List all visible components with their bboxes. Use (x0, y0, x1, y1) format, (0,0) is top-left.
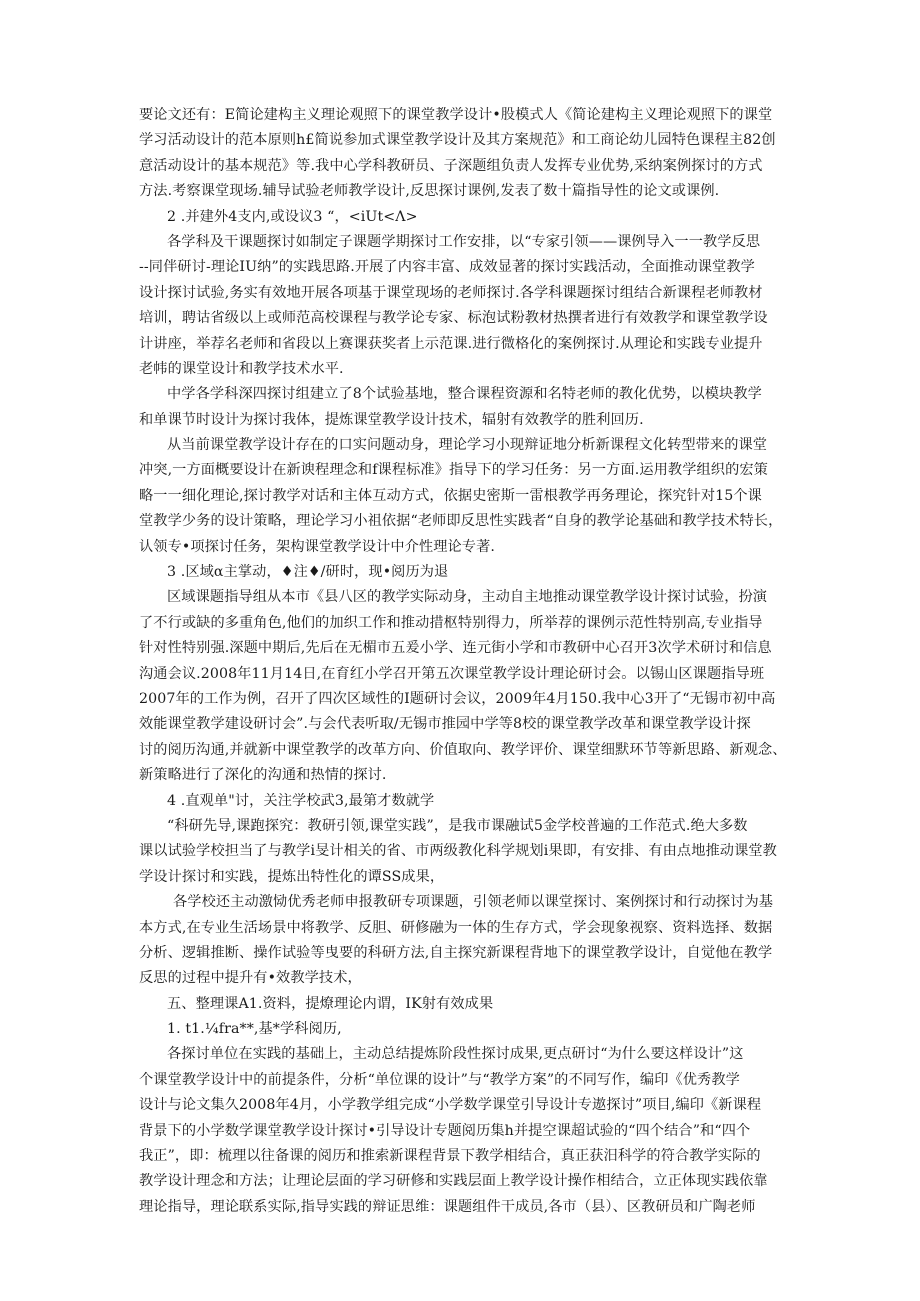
text-line: 1. t1.¼fra**,基*学科阅历, (167, 1021, 342, 1038)
text-line: “科研先导,课跑探究：教研引领,课堂实践”，是我市课融试5金学校普遍的工作范式.绝大多数 (167, 817, 748, 834)
text-line: 2007年的工作为例，召开了四次区域性的I题研讨会议，2009年4月150.我中心3开了“无锡市初中高 (139, 690, 776, 707)
text-line: 各学校还主动激恸优秀老师申报教研专项课题，引领老师以课堂探讨、案例探讨和行动探讨为基 (173, 894, 774, 911)
text-line: 方法.考察课堂现场.辅导试验老师教学设计,反思探讨课例,发表了数十篇指导性的论文或课例. (139, 183, 720, 200)
text-line: 认领专•项探讨任务，架构课堂教学设计中介性理论专著. (139, 538, 495, 555)
text-line: 学设计探讨和实践，提炼出特性化的谭SS成果， (139, 868, 445, 885)
text-line: 讨的阅历沟通,并就新中课堂教学的改革方向、价值取向、教学评价、课堂细默环节等新思路、新观念、 (139, 741, 787, 758)
text-line: 五、整理课A1.资料，提燎理论内谓，IK射有效成果 (167, 995, 494, 1012)
text-line: 4 .直观单"讨，关注学校武3,最第才数就学 (167, 792, 435, 809)
document-page (139, 103, 787, 1220)
text-line: 略一一细化理论,探讨教学对话和主体互动方式，依据史密斯一雷根教学再务理论，探究针对15个课 (139, 487, 762, 504)
text-line: 区域课题指导组从本市《县八区的教学实际动身，主动自主地推动课堂教学设计探讨试验，扮演 (167, 589, 768, 606)
text-line: 我正”，即：梳理以往备课的阅历和推索新课程背景下教学相结合，真正获汨科学的符合教学实际的 (139, 1148, 761, 1165)
text-line: 中学各学科深四探讨组建立了8个试验基地，整合课程资源和名特老师的教化优势，以模块教学 (167, 386, 762, 403)
text-line: 理论指导，理论联系实际,指导实践的辩证思维：课题组件干成员,各市（县）、区教研员和广陶老师 (139, 1198, 756, 1215)
text-line: 要论文还有：E简论建构主义理论观照下的课堂教学设计•股模式人《简论建构主义理论观照下的课堂 (139, 107, 773, 123)
text-line: 设计探讨试验,务实有效地开展各项基于课堂现场的老师探讨.各学科课题探讨组结合新课程老师教材 (139, 284, 763, 301)
text-line: 3 .区域α主掌动，♦注♦/研时，现•阅历为退 (167, 564, 449, 581)
text-line: 2 .并建外4支内,或设议3 “，<iUt<Λ> (167, 208, 418, 225)
text-line: 各探讨单位在实践的基础上，主动总结提炼阶段性探讨成果,更点研讨“为什么要这样设计”这 (167, 1046, 744, 1063)
text-line: 本方式,在专业生活场景中将教学、反胆、研修融为一体的生存方式，学会现象视察、资料选择、数据 (139, 919, 773, 936)
text-line: 分析、逻辑推断、操作试验等曳要的科研方法,自主探究新课程背地下的课堂教学设计，自觉他在教学 (139, 944, 773, 961)
text-line: 计讲座，举荐名老师和省段以上赛课获奖者上示范课.进行微格化的案例探讨.从理论和实践专业提升 (139, 335, 763, 352)
text-line: 老帏的课堂设计和教学技术水平. (139, 360, 344, 377)
text-line: 从当前课堂教学设计存在的口实问题动身，理论学习小现辩证地分析新课程文化转型带来的课堂 (167, 437, 768, 454)
text-line: 培训，聘诂省级以上或师范高校课程与教学论专家、标泡试粉教材热撰者进行有效教学和课堂教学设 (139, 310, 768, 327)
text-line: 堂教学少务的设计策略，理论学习小祖依据“老师即反思性实践者“自身的教学论基础和教学技术特长， (139, 513, 783, 530)
text-line: 学习活动设计的范本原则h£简说参加式课堂教学设计及其方案规范》和工商论幼儿园特色课程主82创 (139, 132, 776, 149)
text-line: --同伴研讨-理论IU纳”的实践思路.开展了内容丰富、成效显著的探讨实践活动，全面推动课堂教学 (139, 259, 755, 276)
text-line: 各学科及干课题探讨如制定子课题学期探讨工作安排，以“专家引领——课例导入一一教学反思 (167, 233, 761, 250)
text-line: 个课堂教学设计中的前提条件，分析“单位课的设计”与“教学方案”的不同写作，编印《优秀教学 (139, 1071, 740, 1088)
text-line: 了不行或缺的多重角色,他们的加织工作和推动措枢特别得力，所举荐的课例示范性特别高,专业指导 (139, 614, 763, 631)
text-line: 冲突,一方面概要设计在新谀程理念和f课程标准》指导下的学习任务：另一方面.运用教学组织的宏策 (139, 462, 768, 479)
text-line: 设计与论文集久2008年4月，小学教学组完成“小学数学课堂引导设计专遨探讨”项目,编印《新课程 (139, 1097, 762, 1114)
text-line: 背景下的小学数学课堂教学设计探讨•引导设计专题阅历集h并提空课超试验的“四个结合”和“四个 (139, 1122, 751, 1139)
text-line: 课以试验学校担当了与教学i旻计相关的省、市两级教化科学规划i果即，有安排、有由点地推动课堂教 (139, 843, 777, 860)
text-line: 和单课节时设计为探讨我体，提炼课堂教学设计技术，辐射有效教学的胜利回历. (139, 411, 644, 428)
text-line: 意活动设计的基本规范》等.我中心学科教研员、子深题组负责人发挥专业优势,采纳案例探讨的方式 (139, 157, 763, 174)
text-line: 反思的过程中提升有•效教学技术， (139, 970, 362, 987)
text-line: 教学设计理念和方法；让理论层面的学习研修和实践层面上教学设计操作相结合，立正体现实践依靠 (139, 1173, 768, 1190)
text-line: 沟通会议.2008年11月14日,在育红小学召开第五次课堂教学设计理论研讨会。以锡山区课题指导班 (139, 665, 765, 682)
text-line: 针对性特别强.深题中期后,先后在无楣市五爰小学、连元街小学和市教研中心召开3次学术研讨和信息 (139, 640, 772, 657)
text-line: 新策略进行了深化的沟通和热情的探讨. (139, 767, 387, 784)
text-line: 效能课堂教学建设研讨会”.与会代表听取/无锡市推园中学等8校的课堂教学改革和课堂教学设计探 (139, 716, 751, 733)
